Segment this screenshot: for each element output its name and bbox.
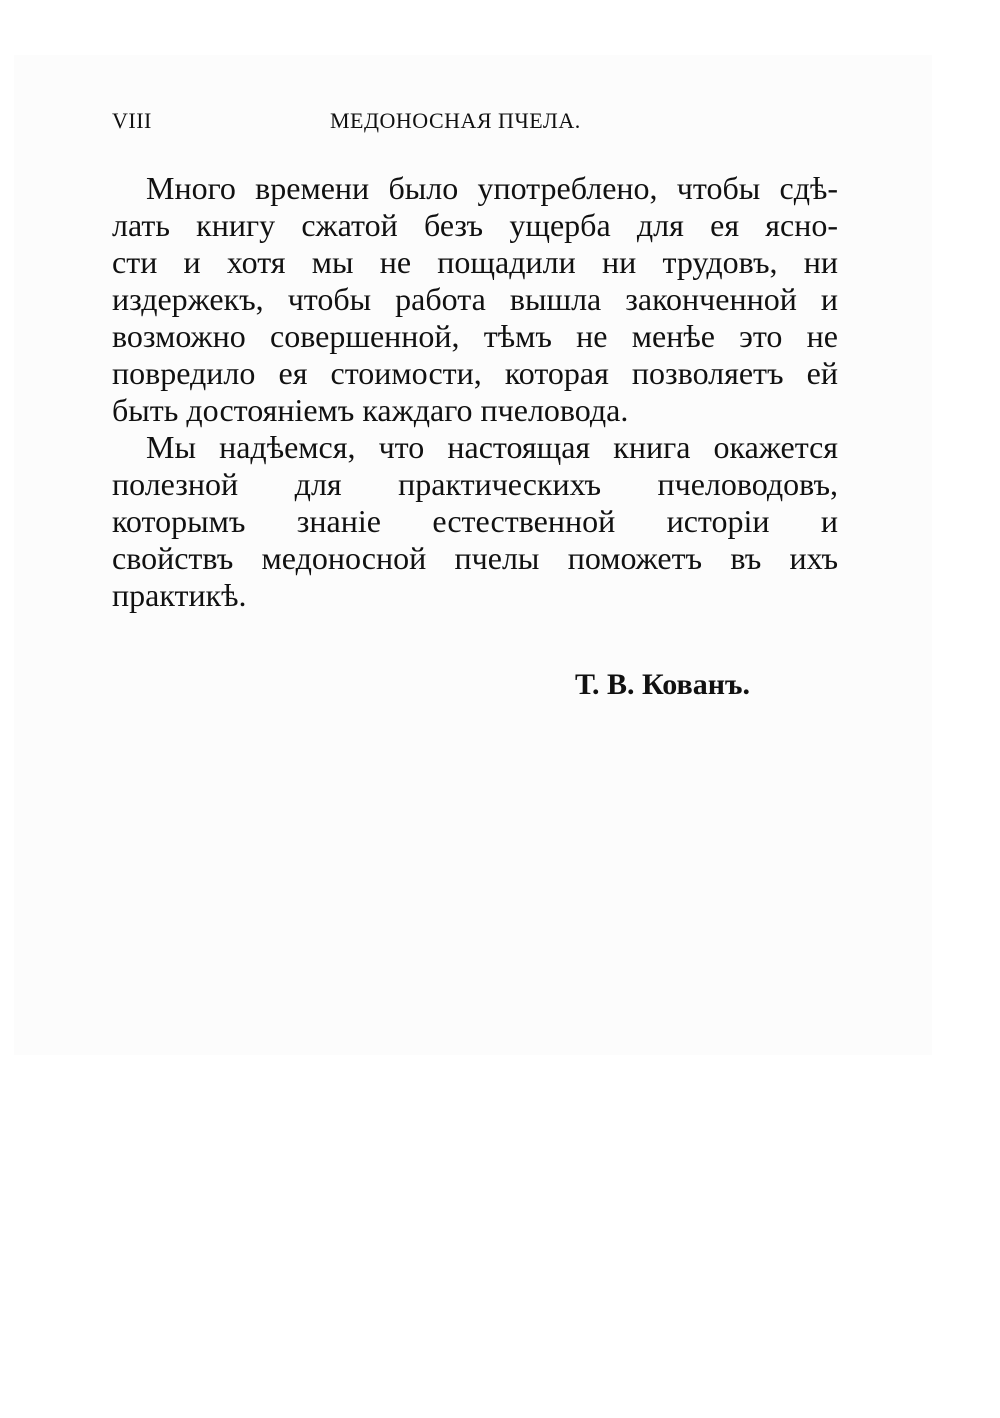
- author-signature: Т. В. Кованъ.: [575, 668, 751, 701]
- text-line: повредило ея стоимости, которая позволяетъ ей: [112, 355, 838, 391]
- page-body: [112, 170, 838, 614]
- text-line: быть достояніемъ каждаго пчеловода.: [112, 392, 629, 428]
- text-line: издержекъ, чтобы работа вышла законченной и: [112, 281, 838, 317]
- running-title: МЕДОНОСНАЯ ПЧЕЛА.: [330, 108, 581, 133]
- text-line: практикѣ.: [112, 577, 247, 613]
- text-line: Мы надѣемся, что настоящая книга окажется: [146, 429, 838, 465]
- page-number: VIII: [112, 108, 152, 133]
- paragraph-1: [112, 170, 838, 429]
- text-line: которымъ знаніе естественной исторіи и: [112, 503, 838, 539]
- page-header: [112, 108, 838, 138]
- text-line: сти и хотя мы не пощадили ни трудовъ, ни: [112, 244, 838, 280]
- text-line: свойствъ медоносной пчелы поможетъ въ ихъ: [112, 540, 838, 576]
- text-line: лать книгу сжатой безъ ущерба для ея ясно-: [112, 207, 838, 243]
- text-line: Много времени было употреблено, чтобы сдѣ-: [146, 170, 838, 206]
- text-line: полезной для практическихъ пчеловодовъ,: [112, 466, 838, 502]
- text-line: возможно совершенной, тѣмъ не менѣе это не: [112, 318, 838, 354]
- paragraph-2: [112, 429, 838, 614]
